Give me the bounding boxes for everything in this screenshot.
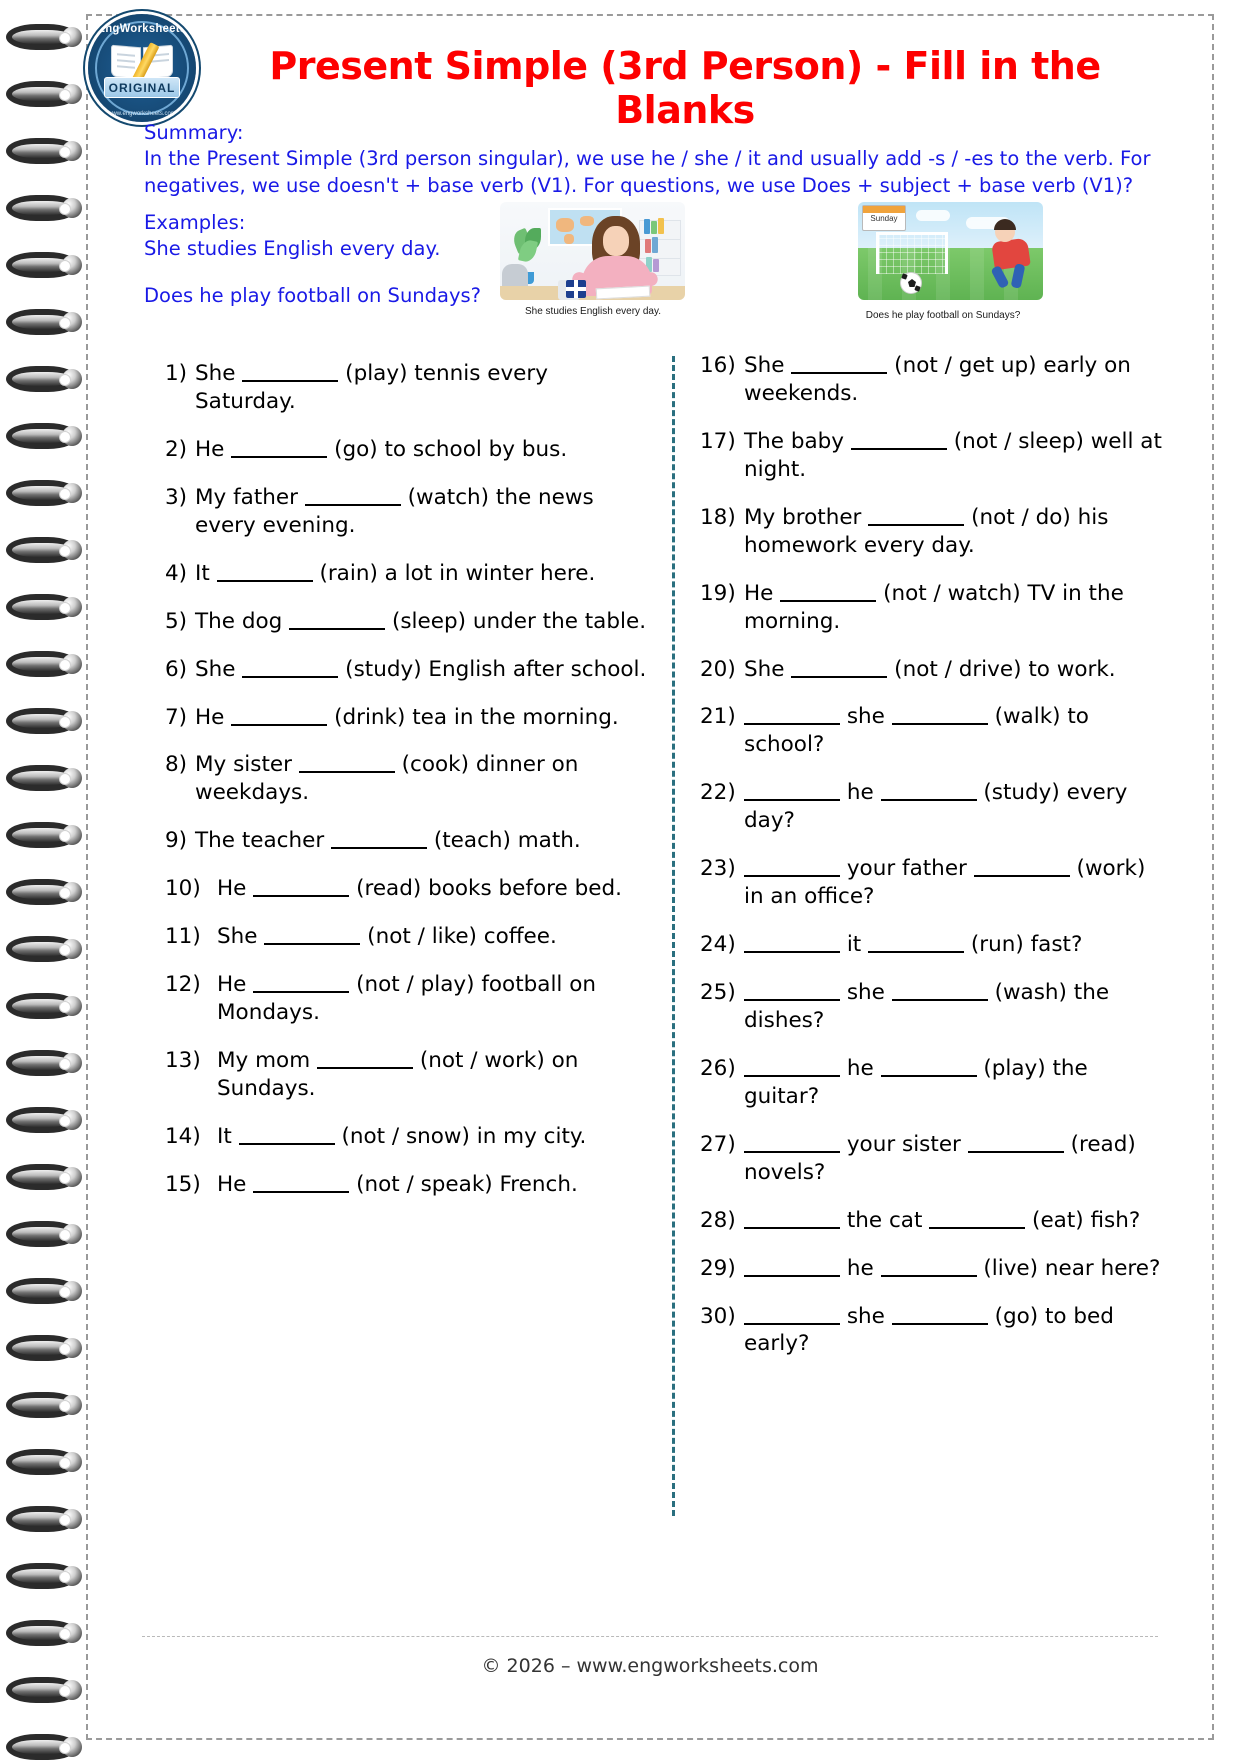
logo-url-text: www.engworksheets.com (108, 111, 176, 117)
answer-blank[interactable] (929, 1207, 1025, 1229)
exercise-item (700, 703, 1165, 759)
spiral-ring (6, 993, 78, 1023)
spiral-ring (6, 480, 78, 510)
spiral-ring (6, 195, 78, 225)
soccer-ball-icon (900, 272, 922, 294)
spiral-ring (6, 765, 78, 795)
exercise-item (165, 923, 655, 951)
exercise-text (744, 428, 1165, 484)
exercise-text-part: She (744, 353, 792, 378)
spiral-ring (6, 1107, 78, 1137)
exercise-number: 7) (165, 704, 188, 730)
exercise-text (744, 931, 1165, 959)
exercise-number: 1) (165, 361, 188, 386)
summary-line-2: negatives, we use doesn't + base verb (V1). For questions, we use Does + subject + base verb (V1)? (144, 173, 1134, 197)
exercise-number: 28) (700, 1207, 736, 1233)
exercise-number: 30) (700, 1303, 736, 1329)
exercise-item (165, 971, 655, 1027)
answer-blank[interactable] (242, 361, 338, 383)
exercise-text (195, 484, 655, 540)
exercise-text-part: My father (195, 484, 305, 510)
examples-spacer (144, 263, 544, 283)
exercise-text-part: (work) in an office? (744, 856, 1146, 910)
exercise-number: 26) (700, 1055, 736, 1081)
exercise-text-part: (drink) tea in the morning. (327, 704, 619, 730)
exercise-text (195, 360, 655, 416)
answer-blank[interactable] (868, 932, 964, 954)
footer-copyright: © 2026 – www.engworksheets.com (481, 1655, 819, 1677)
exercise-text (744, 504, 1165, 560)
exercise-item (700, 580, 1165, 636)
spiral-ring (6, 1278, 78, 1308)
uk-flag-icon (566, 280, 586, 298)
spiral-ring (6, 822, 78, 852)
exercise-item (700, 428, 1165, 484)
exercise-text-part: (eat) fish? (1025, 1207, 1141, 1233)
logo-original-badge: ORIGINAL (104, 77, 180, 98)
exercise-text-part: She (744, 656, 792, 682)
exercise-text-part: (walk) to school? (744, 704, 1089, 758)
exercise-text-part: (play) the guitar? (744, 1055, 1088, 1109)
answer-blank[interactable] (317, 1048, 413, 1070)
spiral-ring (6, 1164, 78, 1194)
exercise-text-part: (sleep) under the table. (385, 608, 647, 634)
spiral-ring (6, 81, 78, 111)
exercise-text-part: he (840, 780, 881, 806)
exercise-item (165, 656, 655, 684)
exercise-number: 5) (165, 608, 188, 634)
answer-blank[interactable] (851, 428, 947, 450)
answer-blank[interactable] (744, 1055, 840, 1077)
exercise-text-part: (not / speak) French. (349, 1171, 578, 1197)
engworksheets-logo (88, 14, 196, 122)
exercise-item (165, 360, 655, 416)
exercise-number: 11) (165, 924, 201, 950)
exercise-text (744, 703, 1165, 759)
spiral-ring (6, 1335, 78, 1365)
study-illustration (500, 202, 685, 300)
exercise-item (700, 1303, 1165, 1359)
exercise-text-part: He (195, 704, 232, 730)
exercise-text (744, 1055, 1165, 1111)
exercise-text (195, 656, 655, 684)
exercise-text-part: (not / get up) early on weekends. (744, 353, 1131, 406)
exercise-number: 19) (700, 580, 736, 606)
exercise-text-part: she (840, 980, 892, 1005)
exercise-item (165, 704, 655, 732)
spiral-ring (6, 1734, 78, 1764)
exercise-text-part: The teacher (195, 828, 332, 854)
exercise-number: 15) (165, 1171, 201, 1197)
example-affirmative: She studies English every day. (144, 237, 441, 261)
exercise-text-part: he (840, 1255, 881, 1281)
footer-divider (142, 1636, 1158, 1637)
exercise-item (165, 1047, 655, 1103)
exercise-text-part: she (840, 1303, 892, 1329)
spiral-ring (6, 252, 78, 282)
exercise-item (700, 656, 1165, 684)
answer-blank[interactable] (881, 1055, 977, 1077)
exercise-text-part: She (195, 361, 243, 386)
answer-blank[interactable] (881, 780, 977, 802)
answer-blank[interactable] (892, 1303, 988, 1325)
exercise-text-part: (watch) the news every evening. (195, 484, 594, 538)
page-title: Present Simple (3rd Person) - Fill in the Blanks (269, 44, 1101, 132)
answer-blank[interactable] (974, 856, 1070, 878)
exercise-number: 18) (700, 504, 736, 530)
exercise-text-part: (rain) a lot in winter here. (312, 560, 596, 586)
exercise-item (165, 1171, 655, 1199)
spiral-ring (6, 1620, 78, 1650)
exercise-text-part: your sister (840, 1131, 968, 1157)
exercise-text-part: He (744, 580, 781, 606)
answer-blank[interactable] (892, 980, 988, 1002)
exercise-text (217, 923, 655, 951)
spiral-binding (0, 0, 86, 1754)
answer-blank[interactable] (299, 752, 395, 774)
summary-block (144, 120, 1154, 199)
answer-blank[interactable] (744, 1255, 840, 1277)
exercise-text (744, 1255, 1165, 1283)
answer-blank[interactable] (791, 353, 887, 375)
spiral-ring (6, 651, 78, 681)
examples-block (144, 210, 544, 309)
exercise-text (744, 1131, 1165, 1187)
exercise-text-part: he (840, 1055, 881, 1081)
exercise-text-part: My sister (195, 752, 299, 778)
answer-blank[interactable] (791, 656, 887, 678)
exercise-item (700, 779, 1165, 835)
spiral-ring (6, 1050, 78, 1080)
exercise-column-left (165, 360, 655, 1219)
exercise-text (195, 560, 655, 588)
answer-blank[interactable] (744, 856, 840, 878)
exercise-number: 8) (165, 752, 188, 778)
exercise-text (744, 1303, 1165, 1359)
answer-blank[interactable] (231, 436, 327, 458)
answer-blank[interactable] (217, 560, 313, 582)
exercise-number: 10) (165, 876, 201, 902)
open-book-icon (110, 44, 174, 80)
answer-blank[interactable] (744, 780, 840, 802)
exercise-item (700, 1055, 1165, 1111)
answer-blank[interactable] (253, 1171, 349, 1193)
exercise-item (700, 979, 1165, 1035)
study-illustration-caption: She studies English every day. (524, 306, 661, 317)
exercise-number: 22) (700, 780, 736, 806)
exercise-text-part: (play) tennis every Saturday. (195, 361, 548, 414)
spiral-ring (6, 366, 78, 396)
exercise-item (165, 751, 655, 807)
calendar-day-label: Sunday (870, 214, 898, 223)
exercise-number: 27) (700, 1131, 736, 1157)
answer-blank[interactable] (780, 580, 876, 602)
exercise-item (165, 1123, 655, 1151)
exercise-text (217, 1171, 655, 1199)
answer-blank[interactable] (744, 704, 840, 726)
exercise-text-part: (not / sleep) well at night. (744, 428, 1162, 482)
spiral-ring (6, 1506, 78, 1536)
exercise-text-part: (go) to school by bus. (327, 436, 568, 462)
exercise-text (744, 979, 1165, 1035)
exercise-text-part: (not / do) his homework every day. (744, 504, 1109, 558)
spiral-ring (6, 138, 78, 168)
exercise-text-part: He (217, 1171, 254, 1197)
spiral-ring (6, 1563, 78, 1593)
exercise-item (165, 608, 655, 636)
exercise-number: 29) (700, 1255, 736, 1281)
exercise-text-part: (live) near here? (976, 1255, 1161, 1281)
spiral-ring (6, 537, 78, 567)
exercise-number: 4) (165, 560, 188, 586)
answer-blank[interactable] (264, 924, 360, 946)
calendar-icon (862, 205, 906, 231)
examples-label: Examples: (144, 211, 246, 234)
spiral-ring (6, 708, 78, 738)
exercise-number: 25) (700, 980, 736, 1005)
exercise-text-part: (run) fast? (964, 932, 1083, 958)
answer-blank[interactable] (868, 504, 964, 526)
summary-label: Summary: (144, 121, 244, 144)
exercise-number: 24) (700, 932, 736, 958)
answer-blank[interactable] (968, 1131, 1064, 1153)
exercise-number: 6) (165, 656, 188, 682)
spiral-ring (6, 1449, 78, 1479)
answer-blank[interactable] (239, 1123, 335, 1145)
answer-blank[interactable] (289, 608, 385, 630)
exercise-number: 14) (165, 1123, 201, 1149)
exercise-number: 2) (165, 436, 188, 462)
exercise-item (165, 436, 655, 464)
exercise-text (217, 971, 655, 1027)
exercise-text-part: (not / work) on Sundays. (217, 1048, 579, 1101)
exercise-text-part: It (195, 560, 217, 586)
exercise-number: 20) (700, 656, 736, 682)
exercise-text-part: He (217, 972, 254, 998)
exercise-text-part: (read) books before bed. (349, 876, 622, 902)
exercise-column-right (700, 352, 1165, 1378)
exercise-item (165, 875, 655, 903)
exercise-item (165, 560, 655, 588)
exercise-text (744, 1207, 1165, 1235)
answer-blank[interactable] (744, 1207, 840, 1229)
exercise-number: 23) (700, 856, 736, 882)
exercise-text-part: It (217, 1123, 239, 1149)
exercise-text-part: The dog (195, 608, 290, 634)
spiral-ring (6, 423, 78, 453)
exercise-text (195, 704, 655, 732)
column-divider (672, 356, 675, 1516)
football-illustration (858, 202, 1043, 300)
exercise-text (217, 1123, 655, 1151)
exercise-text-part: (not / like) coffee. (360, 924, 557, 950)
exercise-text-part: She (195, 656, 243, 682)
answer-blank[interactable] (253, 876, 349, 898)
answer-blank[interactable] (892, 704, 988, 726)
exercise-text (195, 436, 655, 464)
exercise-number: 21) (700, 704, 736, 730)
exercise-item (700, 931, 1165, 959)
example-question: Does he play football on Sundays? (144, 283, 482, 307)
answer-blank[interactable] (331, 828, 427, 850)
exercise-text-part: it (840, 932, 869, 958)
exercise-text (744, 779, 1165, 835)
exercise-item (165, 827, 655, 855)
exercise-text-part: (cook) dinner on weekdays. (195, 752, 579, 806)
exercise-text-part: My mom (217, 1048, 317, 1073)
answer-blank[interactable] (242, 656, 338, 678)
exercise-text (744, 656, 1165, 684)
answer-blank[interactable] (744, 1131, 840, 1153)
exercise-text-part: (not / drive) to work. (887, 656, 1116, 682)
exercise-text (744, 855, 1165, 911)
exercise-number: 16) (700, 353, 736, 378)
spiral-ring (6, 1221, 78, 1251)
exercise-text-part: (go) to bed early? (744, 1303, 1114, 1357)
answer-blank[interactable] (744, 932, 840, 954)
exercise-number: 9) (165, 828, 188, 854)
exercise-item (700, 504, 1165, 560)
exercise-text (744, 352, 1165, 408)
exercise-text-part: (not / play) football on Mondays. (217, 972, 597, 1026)
spiral-ring (6, 594, 78, 624)
spiral-ring (6, 1392, 78, 1422)
exercise-text-part: your father (840, 856, 974, 882)
exercise-number: 13) (165, 1048, 201, 1073)
spiral-ring (6, 936, 78, 966)
exercise-text-part: (not / snow) in my city. (334, 1123, 587, 1149)
spiral-ring (6, 309, 78, 339)
exercise-text (744, 580, 1165, 636)
exercise-text-part: (study) every day? (744, 780, 1128, 834)
exercise-item (165, 484, 655, 540)
exercise-text (217, 1047, 655, 1103)
answer-blank[interactable] (744, 1303, 840, 1325)
exercise-text-part: (study) English after school. (338, 656, 647, 682)
exercise-item (700, 1207, 1165, 1235)
exercise-text-part: (not / watch) TV in the morning. (744, 580, 1124, 634)
exercise-text-part: The baby (744, 428, 851, 454)
exercise-text-part: He (195, 436, 232, 462)
exercise-text (195, 751, 655, 807)
answer-blank[interactable] (231, 704, 327, 726)
exercise-item (700, 855, 1165, 911)
exercise-text (195, 827, 655, 855)
exercise-text-part: she (840, 704, 892, 730)
spiral-ring (6, 24, 78, 54)
spiral-ring (6, 879, 78, 909)
plant-icon (514, 228, 544, 268)
football-illustration-caption: Does he play football on Sundays? (865, 310, 1021, 321)
answer-blank[interactable] (881, 1255, 977, 1277)
answer-blank[interactable] (305, 484, 401, 506)
answer-blank[interactable] (744, 980, 840, 1002)
worksheet-sheet (60, 0, 1240, 1754)
exercise-text (195, 608, 655, 636)
exercise-item (700, 1131, 1165, 1187)
exercise-number: 3) (165, 484, 188, 510)
exercise-item (700, 352, 1165, 408)
exercise-text-part: She (217, 924, 265, 950)
goal-net-icon (876, 232, 948, 274)
exercise-text (217, 875, 655, 903)
exercise-item (700, 1255, 1165, 1283)
exercise-text-part: He (217, 876, 254, 902)
exercise-number: 17) (700, 428, 736, 454)
exercise-text-part: (read) novels? (744, 1131, 1136, 1185)
logo-brand-text: EngWorksheets (97, 21, 187, 35)
answer-blank[interactable] (253, 972, 349, 994)
exercise-text-part: (teach) math. (427, 828, 581, 854)
exercise-number: 12) (165, 972, 201, 998)
exercise-text-part: the cat (840, 1207, 930, 1233)
spiral-ring (6, 1677, 78, 1707)
exercise-text-part: (wash) the dishes? (744, 980, 1110, 1033)
exercise-text-part: My brother (744, 504, 869, 530)
summary-line-1: In the Present Simple (3rd person singular), we use he / she / it and usually add -s / -es to the verb. For (144, 147, 1151, 171)
